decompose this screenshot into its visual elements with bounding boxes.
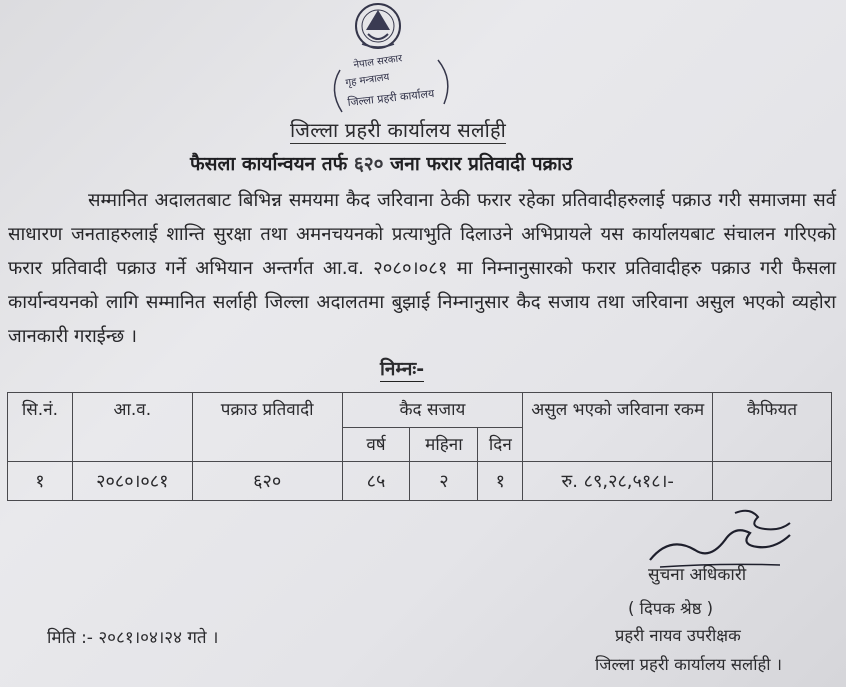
cell-year: ८५: [342, 462, 410, 501]
cell-fy: २०८०।०८१: [72, 462, 192, 501]
cell-day: १: [478, 462, 523, 501]
header-sentence: कैद सजाय: [342, 393, 523, 428]
cell-month: २: [410, 462, 478, 501]
heading-prefix: फैसला कार्यान्वयन तर्फ: [190, 153, 348, 175]
header-fy: आ.व.: [72, 393, 192, 462]
header-day: दिन: [478, 427, 523, 462]
header-month: महिना: [410, 427, 478, 462]
subheading: निम्नः-: [380, 355, 424, 382]
document-date: मिति :- २०८१।०४।२४ गते ।: [47, 628, 219, 648]
data-table: [7, 392, 832, 501]
cell-remarks: [713, 462, 832, 501]
cell-sn: १: [8, 462, 73, 501]
svg-text:नेपाल सरकार: नेपाल सरकार: [352, 53, 403, 71]
svg-text:गृह मन्त्रालय: गृह मन्त्रालय: [344, 71, 391, 89]
heading-suffix: जना फरार प्रतिवादी पक्राउ: [390, 153, 573, 175]
office-name: जिल्ला प्रहरी कार्यालय सर्लाही: [290, 118, 506, 142]
signatory-rank: प्रहरी नायव उपरीक्षक: [615, 626, 741, 645]
cell-arrested: ६२०: [192, 462, 342, 501]
header-remarks: कैफियत: [713, 393, 832, 462]
svg-text:जिल्ला प्रहरी कार्यालय: जिल्ला प्रहरी कार्यालय: [346, 86, 435, 109]
official-seal-stamp: [318, 0, 468, 118]
header-arrested: पक्राउ प्रतिवादी: [192, 393, 342, 462]
document-heading: [190, 150, 572, 176]
office-title: [290, 116, 506, 143]
notice-paragraph: [8, 184, 836, 354]
signatory-office: जिल्ला प्रहरी कार्यालय सर्लाही ।: [595, 655, 783, 674]
header-sn: सि.नं.: [8, 393, 73, 462]
header-year: वर्ष: [342, 427, 410, 462]
heading-count: ६२०: [353, 153, 384, 175]
paragraph-text: सम्मानित अदालतबाट बिभिन्न समयमा कैद जरिवाना ठेकी फरार रहेका प्रतिवादीहरुलाई पक्राउ गरी समाजमा सर्व साधारण जनताहरुलाई शान्ति सुरक्षा तथा अमनचयनको प्रत्याभुति दिलाउने अभिप्रायले यस कार्यालयबाट संचालन गरिएको फरार प्रतिवादी पक्राउ गर्ने अभियान अन्तर्गत आ.व. २०८०।०८१ मा निम्नानुसारको फरार प्रतिवादीहरु पक्राउ गरी फैसला कार्यान्वयनको लागि सम्मानित सर्लाही जिल्ला अदालतमा बुझाई निम्नानुसार कैद सजाय तथा जरिवाना असुल भएको व्यहोरा जानकारी गराईन्छ ।: [8, 190, 836, 347]
cell-fine: रु. ८९,२८,५१८।-: [523, 462, 713, 501]
header-fine: असुल भएको जरिवाना रकम: [523, 393, 713, 462]
table-row: [8, 462, 832, 501]
signatory-title: सुचना अधिकारी: [648, 565, 747, 585]
signatory-name: ( दिपक श्रेष्ठ ): [628, 599, 714, 618]
